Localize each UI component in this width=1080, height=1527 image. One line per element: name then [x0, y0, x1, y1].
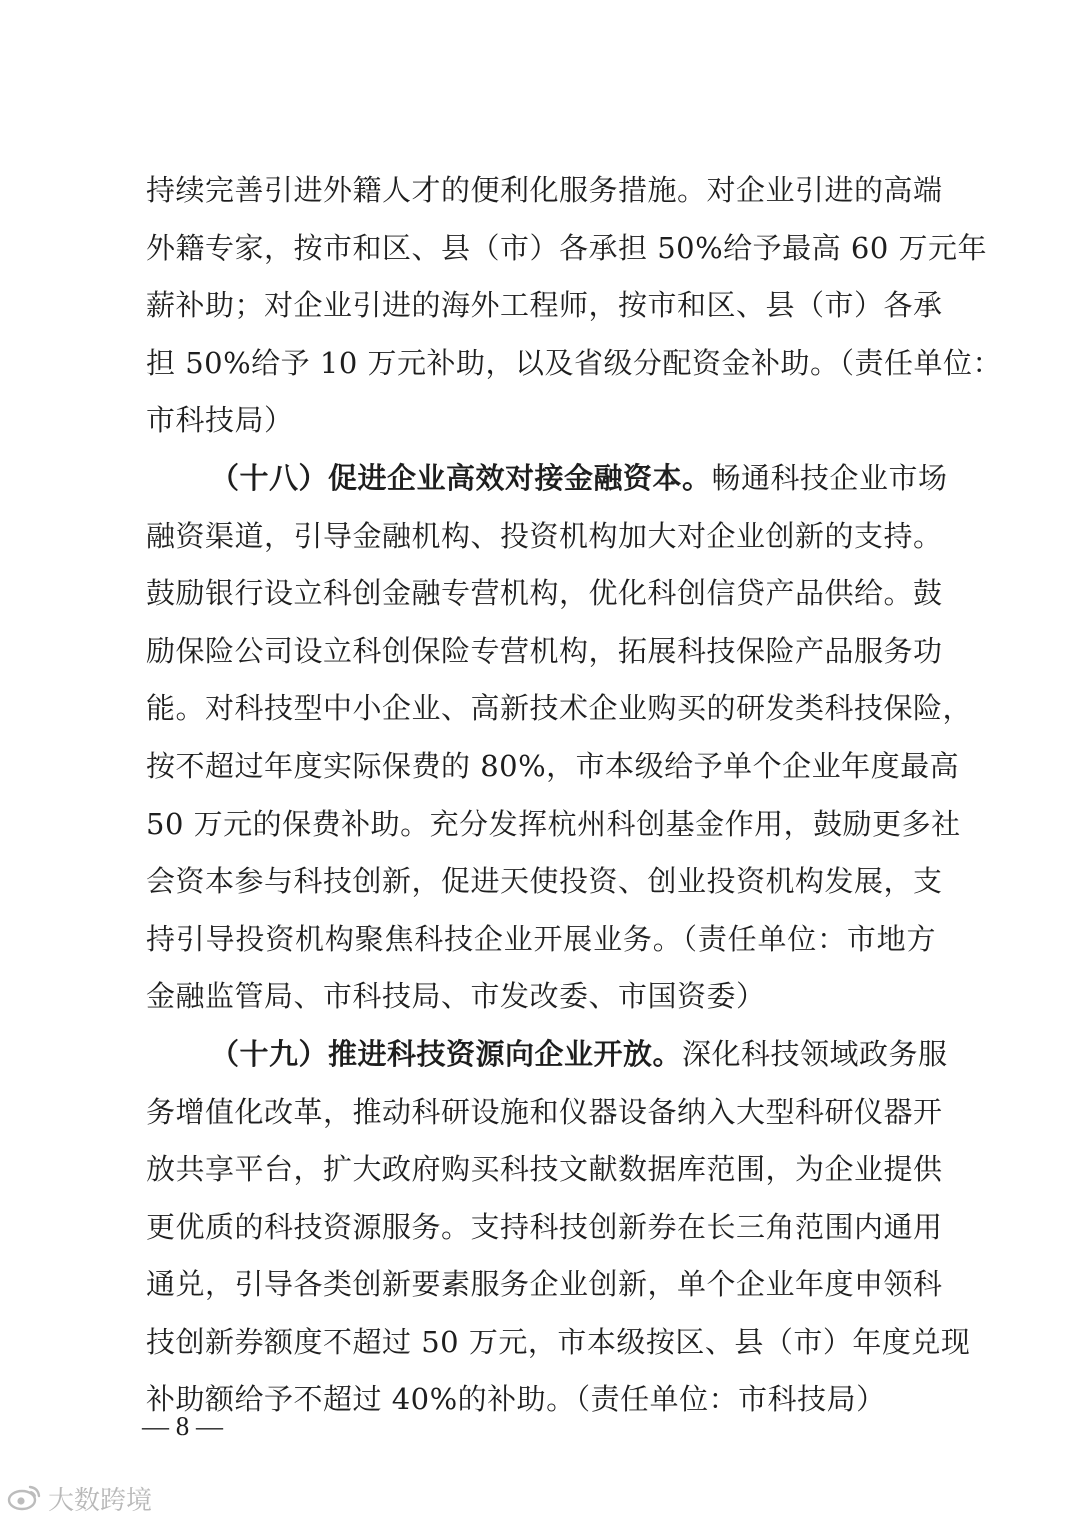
- text-line: 市科技局）: [146, 403, 294, 438]
- page-number: — 8 —: [142, 1411, 223, 1441]
- text-line: 50 万元的保费补助。充分发挥杭州科创基金作用，鼓励更多社: [146, 806, 961, 841]
- text-line: 薪补助；对企业引进的海外工程师，按市和区、县（市）各承: [146, 288, 943, 323]
- text-line: 担 50%给予 10 万元补助，以及省级分配资金补助。（责任单位：: [146, 345, 1003, 380]
- text-line: 务增值化改革，推动科研设施和仪器设备纳入大型科研仪器开: [146, 1094, 943, 1129]
- text-line: 技创新券额度不超过 50 万元，市本级按区、县（市）年度兑现: [146, 1324, 971, 1359]
- section-heading: （十八）促进企业高效对接金融资本。: [210, 460, 712, 495]
- text-run: 深化科技领域政务服: [682, 1036, 948, 1071]
- paragraph-first-line: [146, 1026, 948, 1084]
- paragraph-financial-capital: [146, 450, 973, 1026]
- text-line: 励保险公司设立科创保险专营机构，拓展科技保险产品服务功: [146, 633, 943, 668]
- weibo-eye-logo-icon: [6, 1483, 42, 1513]
- text-line: 金融监管局、市科技局、市发改委、市国资委）: [146, 979, 766, 1014]
- watermark: [6, 1478, 152, 1518]
- text-line: 持引导投资机构聚焦科技企业开展业务。（责任单位：市地方: [146, 921, 936, 956]
- text-line: 鼓励银行设立科创金融专营机构，优化科创信贷产品供给。鼓: [146, 576, 943, 611]
- paragraph-tech-resources: [146, 1026, 971, 1429]
- text-run: 畅通科技企业市场: [711, 460, 948, 495]
- section-heading: （十九）推进科技资源向企业开放。: [210, 1036, 683, 1071]
- text-line: 放共享平台，扩大政府购买科技文献数据库范围，为企业提供: [146, 1152, 943, 1187]
- text-line: 补助额给予不超过 40%的补助。（责任单位：市科技局）: [146, 1382, 886, 1417]
- watermark-text: 大数跨境: [48, 1485, 153, 1516]
- text-line: 会资本参与科技创新，促进天使投资、创业投资机构发展，支: [146, 864, 943, 899]
- text-line: 更优质的科技资源服务。支持科技创新券在长三角范围内通用: [146, 1209, 943, 1244]
- document-body: [146, 162, 1003, 1429]
- text-line: 能。对科技型中小企业、高新技术企业购买的研发类科技保险，: [146, 691, 973, 726]
- text-line: 持续完善引进外籍人才的便利化服务措施。对企业引进的高端: [146, 173, 943, 207]
- text-line: 融资渠道，引导金融机构、投资机构加大对企业创新的支持。: [146, 518, 943, 553]
- text-line: 按不超过年度实际保费的 80%，市本级给予单个企业年度最高: [146, 748, 960, 783]
- paragraph-talent-subsidy: [146, 162, 1003, 450]
- paragraph-first-line: [146, 450, 948, 508]
- text-line: 外籍专家，按市和区、县（市）各承担 50%给予最高 60 万元年: [146, 230, 988, 265]
- text-line: 通兑，引导各类创新要素服务企业创新，单个企业年度申领科: [146, 1267, 943, 1302]
